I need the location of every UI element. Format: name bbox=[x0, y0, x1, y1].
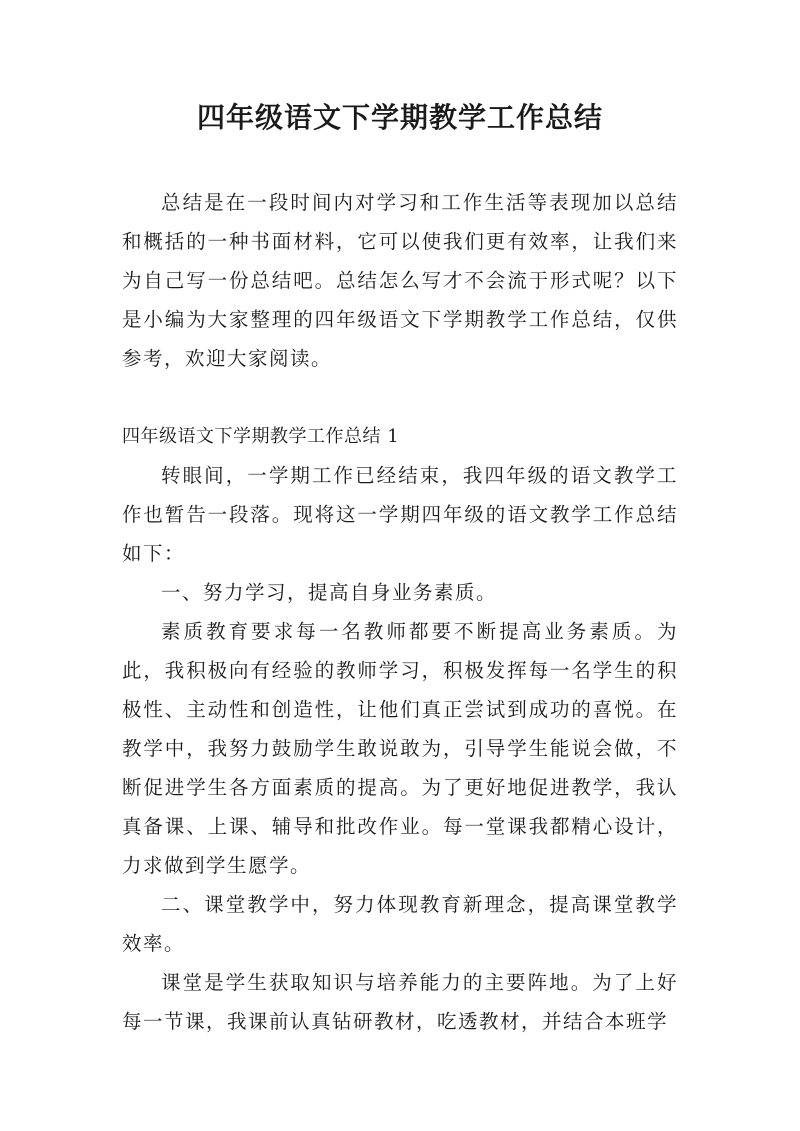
intro-paragraph: 总结是在一段时间内对学习和工作生活等表现加以总结和概括的一种书面材料，它可以使我们更有效率，让我们来为自己写一份总结吧。总结怎么写才不会流于形式呢？以下是小编为大家整理的四年级语文下学期教学工作总结，仅供参考，欢迎大家阅读。 bbox=[122, 191, 678, 370]
document-title: 四年级语文下学期教学工作总结 bbox=[196, 101, 603, 134]
section-heading-1: 一、努力学习，提高自身业务素质。 bbox=[161, 581, 498, 604]
section-heading-2: 二、课堂教学中，努力体现教育新理念，提高课堂教学效率。 bbox=[122, 893, 678, 955]
body-paragraph: 转眼间，一学期工作已经结束，我四年级的语文教学工作也暂告一段落。现将这一学期四年级的语文教学工作总结如下： bbox=[122, 464, 678, 565]
document-body bbox=[122, 183, 678, 1041]
section-title: 四年级语文下学期教学工作总结 1 bbox=[122, 426, 400, 447]
body-paragraph: 素质教育要求每一名教师都要不断提高业务素质。为此，我积极向有经验的教师学习，积极发挥每一名学生的积极性、主动性和创造性，让他们真正尝试到成功的喜悦。在教学中，我努力鼓励学生敢说敢为，引导学生能说会做，不断促进学生各方面素质的提高。为了更好地促进教学，我认真备课、上课、辅导和批改作业。每一堂课我都精心设计，力求做到学生愿学。 bbox=[122, 620, 678, 877]
body-paragraph: 课堂是学生获取知识与培养能力的主要阵地。为了上好每一节课，我课前认真钻研教材，吃透教材，并结合本班学 bbox=[122, 971, 678, 1033]
